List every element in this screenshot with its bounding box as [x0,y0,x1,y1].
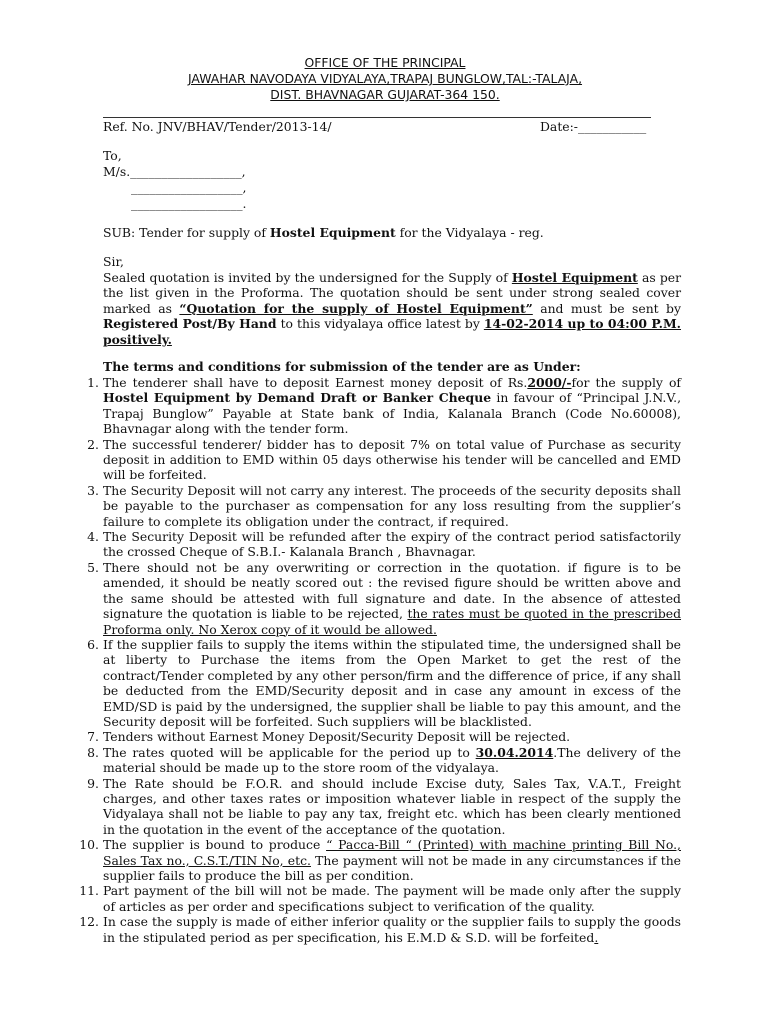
deadline: 14-02-2014 up to 04:00 P.M. positively. [103,316,681,347]
intro-paragraph: Sealed quotation is invited by the undersigned for the Supply of Hostel Equipment as per the list given in the Proforma. The quotation should be sent under strong sealed cover marked as “Quotation for the supply of Hostel Equipment” and must be sent by Registered Post/By Hand to this vidyalaya office latest by 14-02-2014 up to 04:00 P.M. positively. [103,270,682,347]
term-item-6: 6. If the supplier fails to supply the items within the stipulated time, the undersigned shall be at liberty to Purchase the items from the Open Market to get the rest of the contract/Tender completed by any other person/firm and the difference of price, if any shall be deducted from the EMD/Security deposit and in case any amount in excess of the EMD/SD is paid by the undersigned, the supplier shall be liable to pay this amount, and the Security deposit will be forfeited. Such suppliers will be blacklisted. [87,636,681,729]
term-item-1: 1. The tenderer shall have to deposit Earnest money deposit of Rs.2000/-for the supply of Hostel Equipment by Demand Draft or Banker Cheque in favour of “Principal J.N.V., Trapaj Bunglow” Payable at State bank of India, Kalanala Branch (Code No.60008), Bhavnagar along with the tender form. [87,375,682,437]
terms-heading: The terms and conditions for submission of the tender are as Under: [103,359,581,374]
term-item-5: 5. There should not be any overwriting or correction in the quotation. if figure is to be amended, it should be neatly scored out : the revised figure should be written above and the same should be attested with full signature and date. In the absence of attested signature the quotation is liable to be rejected, the rates must be quoted in the prescribed Proforma only. No Xerox copy of it would be allowed. [87,559,682,637]
term-item-10: 10. The supplier is bound to produce “ Pacca-Bill “ (Printed) with machine printing Bill No., Sales Tax no., C.S.T./TIN No, etc. The payment will not be made in any circumstances if the supplier fails to produce the bill as per condition. [79,837,682,883]
reference-number: Ref. No. JNV/BHAV/Tender/2013-14/ [103,119,332,134]
subject-line: SUB: Tender for supply of Hostel Equipment for the Vidyalaya - reg. [103,225,544,240]
term-item-7: 7. Tenders without Earnest Money Deposit/Security Deposit will be rejected. [87,729,571,745]
subject-item: Hostel Equipment [269,225,396,240]
address-line-3: __________________. [131,196,247,211]
term-item-9: 9. The Rate should be F.O.R. and should include Excise duty, Sales Tax, V.A.T., Freight charges, and other taxes rates or imposition whatever liable in respect of the supply the Vidyalaya shall not be liable to pay any tax, freight etc. which has been clearly mentioned in the quotation in the event of the acceptance of the quotation. [87,775,681,837]
address-line-2: __________________, [131,180,247,195]
header-divider [103,117,651,118]
date-field: Date:-___________ [540,119,647,134]
term-item-2: 2. The successful tenderer/ bidder has to deposit 7% on total value of Purchase as security deposit in addition to EMD within 05 days otherwise his tender will be cancelled and EMD will be forfeited. [87,436,681,483]
school-name: JAWAHAR NAVODAYA VIDYALAYA,TRAPAJ BUNGLOW,TAL:-TALAJA, [187,71,583,86]
school-address: DIST. BHAVNAGAR GUJARAT-364 150. [270,87,500,102]
address-ms: M/s.__________________, [103,164,246,179]
office-title: OFFICE OF THE PRINCIPAL [304,55,466,70]
term-item-11: 11. Part payment of the bill will not be made. The payment will be made only after the supply of articles as per order and specifications subject to verification of the quality. [79,883,681,914]
term-item-3: 3. The Security Deposit will not carry any interest. The proceeds of the security deposits shall be payable to the purchaser as compensation for any loss resulting from the supplier’s failure to complete its obligation under the contract, if required. [87,482,681,529]
terms-list [79,375,682,945]
salutation: Sir, [103,254,124,269]
term-item-4: 4. The Security Deposit will be refunded after the expiry of the contract period satisfactorily the crossed Cheque of S.B.I.- Kalanala Branch , Bhavnagar. [87,529,681,560]
address-to: To, [103,148,122,163]
term-item-8: 8. The rates quoted will be applicable for the period up to 30.04.2014.The delivery of the material should be made up to the store room of the vidyalaya. [87,744,681,776]
term-item-12: 12. In case the supply is made of either inferior quality or the supplier fails to supply the goods in the stipulated period as per specification, his E.M.D & S.D. will be forfeited. [79,914,681,945]
